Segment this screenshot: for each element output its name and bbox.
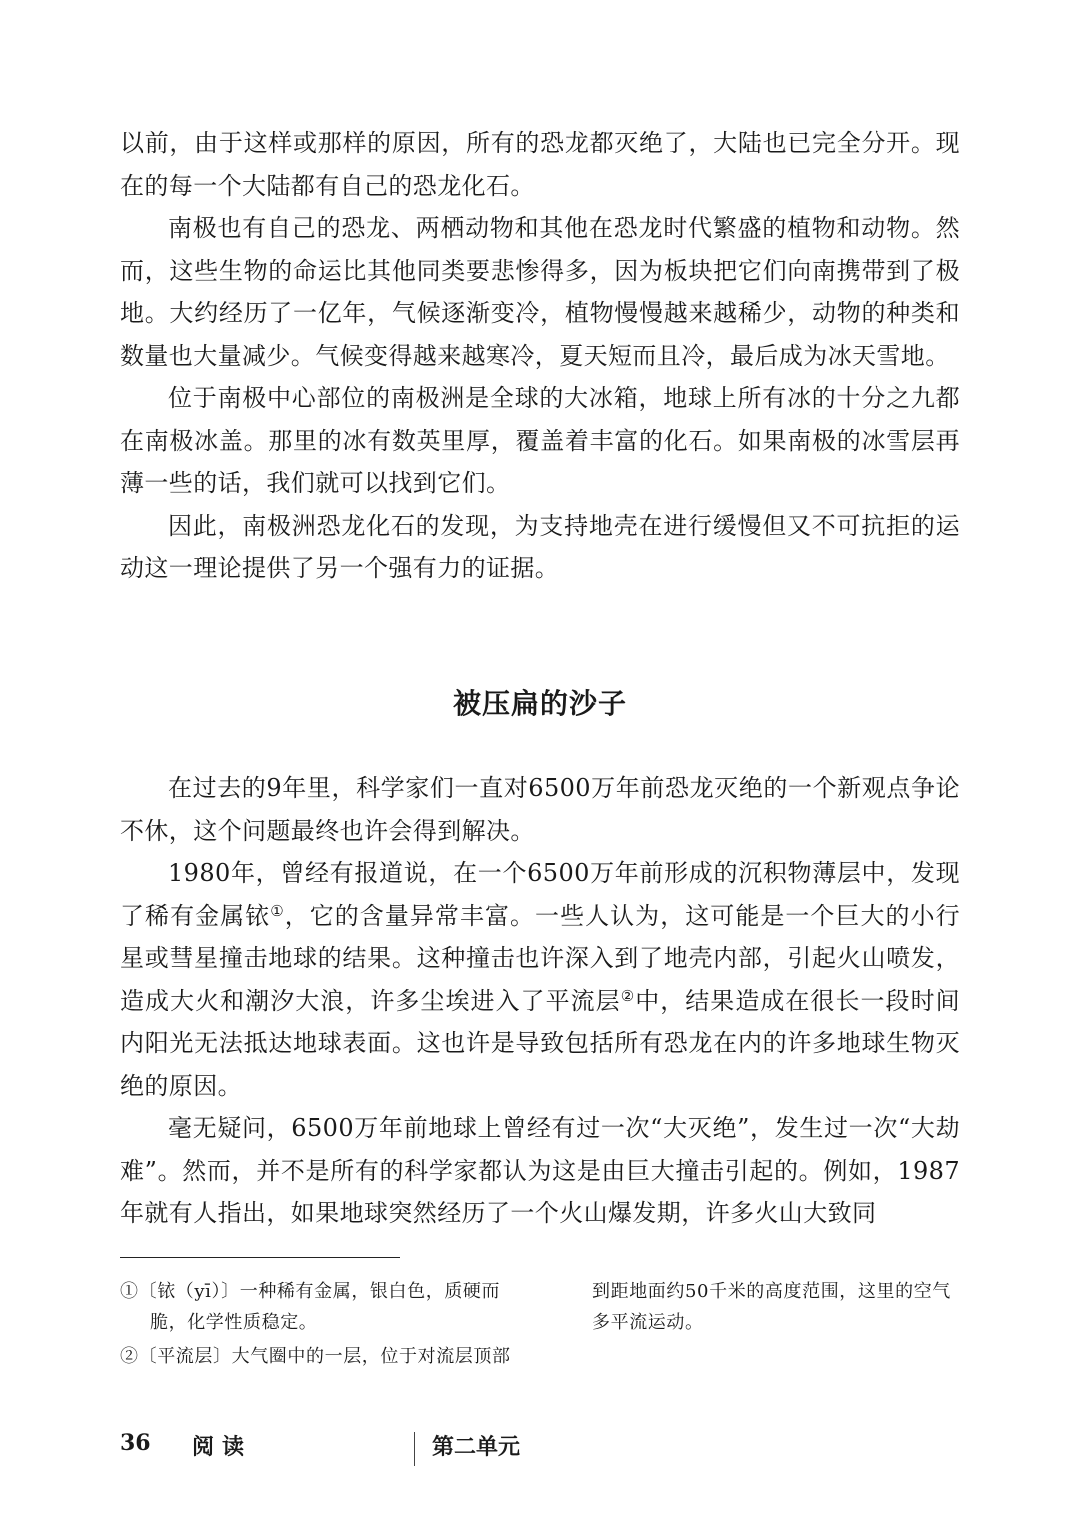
continued-article xyxy=(120,122,960,590)
footnote-ref-2: ② xyxy=(620,986,636,1005)
paragraph: 位于南极中心部位的南极洲是全球的大冰箱，地球上所有冰的十分之九都在南极冰盖。那里的冰有数英里厚，覆盖着丰富的化石。如果南极的冰雪层再薄一些的话，我们就可以找到它们。 xyxy=(120,384,960,497)
section-title: 被压扁的沙子 xyxy=(452,687,627,720)
paragraph: 以前，由于这样或那样的原因，所有的恐龙都灭绝了，大陆也已完全分开。现在的每一个大陆都有自己的恐龙化石。 xyxy=(120,129,960,200)
paragraph: 毫无疑问，6500万年前地球上曾经有过一次“大灭绝”，发生过一次“大劫难”。然而，并不是所有的科学家都认为这是由巨大撞击引起的。例如，1987年就有人指出，如果地球突然经历了一个火山爆发期，许多火山大致同 xyxy=(120,1114,960,1227)
paragraph: 在过去的9年里，科学家们一直对6500万年前恐龙灭绝的一个新观点争论不休，这个问题最终也许会得到解决。 xyxy=(120,774,960,845)
footnote-2: ②〔平流层〕大气圈中的一层，位于对流层顶部 xyxy=(120,1346,511,1367)
footnote-ref-1: ① xyxy=(270,901,285,920)
footnotes-right-column xyxy=(592,1276,962,1338)
page-number: 36 xyxy=(120,1430,151,1456)
footnote-divider xyxy=(120,1257,400,1258)
unit-label: 第二单元 xyxy=(432,1434,521,1460)
paragraph-text: 1980年，曾经有报道说，在一个6500万年前形成的沉积物薄层中，发现了稀有金属铱 xyxy=(120,859,960,930)
paragraph: 南极也有自己的恐龙、两栖动物和其他在恐龙时代繁盛的植物和动物。然而，这些生物的命运比其他同类要悲惨得多，因为板块把它们向南携带到了极地。大约经历了一亿年，气候逐渐变冷，植物慢慢越来越稀少，动物的种类和数量也大量减少。气候变得越来越寒冷，夏天短而且冷，最后成为冰天雪地。 xyxy=(120,214,960,370)
paragraph-text: ，它的含量异常丰富。一些人认为，这可能是一个巨大的小行星或彗星撞击地球的结果。这种撞击也许深入到了地壳内部，引起火山喷发，造成大火和潮汐大浪，许多尘埃进入了平流层 xyxy=(120,901,960,1015)
footnotes-left-column xyxy=(120,1276,530,1375)
paragraph: 因此，南极洲恐龙化石的发现，为支持地壳在进行缓慢但又不可抗拒的运动这一理论提供了另一个强有力的证据。 xyxy=(120,511,960,582)
section-article xyxy=(120,767,960,1235)
paragraph-text: 中，结果造成在很长一段时间内阳光无法抵达地球表面。这也许是导致包括所有恐龙在内的许多地球生物灭绝的原因。 xyxy=(120,986,961,1100)
book-label: 阅读 xyxy=(192,1434,253,1460)
footnote-2-continued: 到距地面约50千米的高度范围，这里的空气多平流运动。 xyxy=(592,1281,951,1333)
footnote-1: ①〔铱（yī）〕一种稀有金属，银白色，质硬而脆，化学性质稳定。 xyxy=(120,1281,501,1333)
footer-divider xyxy=(414,1432,415,1466)
paragraph xyxy=(120,852,960,1107)
